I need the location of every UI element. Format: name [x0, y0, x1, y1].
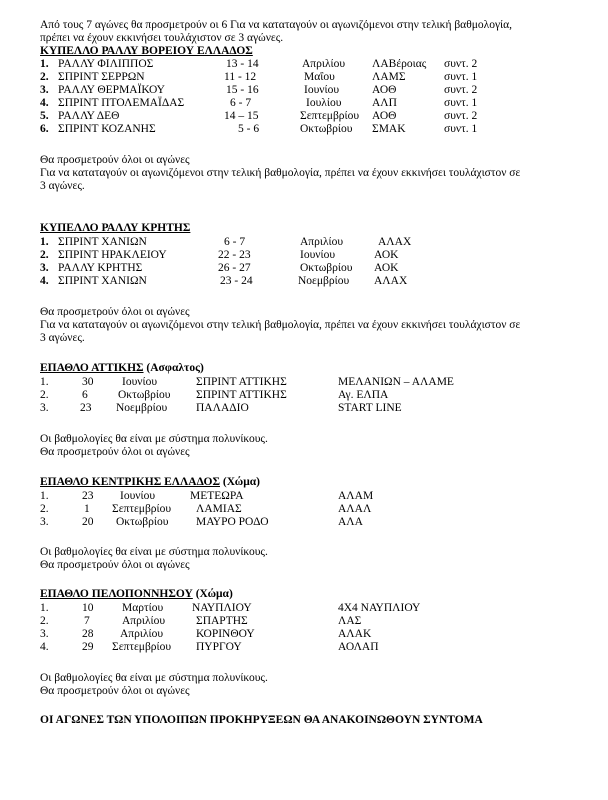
event-month: Απριλίου [300, 236, 344, 248]
row-number: 4. [40, 97, 49, 109]
event-name: ΡΑΛΛΥ ΚΡΗΤΗΣ [58, 262, 143, 274]
event-name: ΣΠΡΙΝΤ ΣΕΡΡΩΝ [58, 71, 145, 83]
note-kritis-2: Για να καταταγούν οι αγωνιζόμενοι στην τελική βαθμολογία, πρέπει να έχουν εκκινήσει τουλάχιστον σε [40, 319, 521, 331]
note-attikis-2: Θα προσμετρούν όλοι οι αγώνες [40, 446, 190, 458]
note-peloponnisou-2: Θα προσμετρούν όλοι οι αγώνες [40, 685, 190, 697]
event-month: Ιουλίου [306, 97, 342, 109]
row-number: 1. [40, 490, 49, 502]
event-month: Νοεμβρίου [298, 275, 350, 287]
event-dates: 15 - 16 [226, 84, 259, 96]
event-day: 23 [82, 490, 94, 502]
event-dates: 6 - 7 [224, 236, 246, 248]
event-dates: 22 - 23 [218, 249, 251, 261]
event-month: Ιουνίου [300, 249, 336, 261]
row-number: 5. [40, 110, 49, 122]
row-number: 2. [40, 503, 49, 515]
organizing-club: ΜΕΛΑΝΙΩΝ – ΑΛΑΜΕ [338, 376, 454, 388]
event-name: ΣΠΡΙΝΤ ΚΟΖΑΝΗΣ [58, 123, 156, 135]
organizing-club: ΛΑΜΣ [372, 71, 406, 83]
section-title-kritis: ΚΥΠΕΛΛΟ ΡΑΛΛΥ ΚΡΗΤΗΣ [40, 222, 191, 234]
intro-line-1: Από τους 7 αγώνες θα προσμετρούν οι 6 Για να καταταγούν οι αγωνιζόμενοι στην τελική βαθμολογία, [40, 19, 513, 31]
event-month: Νοεμβρίου [116, 402, 168, 414]
event-day: 7 [84, 615, 90, 627]
event-name: ΡΑΛΛΥ ΦΙΛΙΠΠΟΣ [58, 58, 154, 70]
row-number: 2. [40, 389, 49, 401]
row-number: 1. [40, 376, 49, 388]
coefficient: συντ. 1 [444, 71, 478, 83]
row-number: 6. [40, 123, 49, 135]
event-day: 10 [82, 602, 94, 614]
row-number: 4. [40, 275, 49, 287]
section-title-text: ΕΠΑΘΛΟ ΠΕΛΟΠΟΝΝΗΣΟΥ [40, 588, 193, 600]
event-month: Ιουνίου [304, 84, 340, 96]
row-number: 2. [40, 615, 49, 627]
section-title-peloponnisou [40, 588, 233, 601]
event-month: Ιουνίου [122, 376, 158, 388]
intro-line-2: πρέπει να έχουν εκκινήσει τουλάχιστον σε 3 αγώνες. [40, 32, 284, 44]
organizing-club: ΛΑΣ [338, 615, 362, 627]
row-number: 2. [40, 71, 49, 83]
row-number: 1. [40, 58, 49, 70]
organizing-club: ΑΟΘ [372, 110, 397, 122]
event-month: Οκτωβρίου [300, 123, 353, 135]
event-name: ΣΠΡΙΝΤ ΑΤΤΙΚΗΣ [196, 376, 287, 388]
event-name: ΣΠΑΡΤΗΣ [196, 615, 248, 627]
coefficient: συντ. 1 [444, 97, 478, 109]
event-name: ΣΠΡΙΝΤ ΧΑΝΙΩΝ [58, 236, 147, 248]
event-month: Σεπτεμβρίου [112, 503, 172, 515]
event-day: 1 [84, 503, 90, 515]
row-number: 2. [40, 249, 49, 261]
section-title-attikis [40, 362, 204, 375]
section-subtitle: (Χώμα) [195, 588, 233, 600]
row-number: 1. [40, 236, 49, 248]
event-name: ΚΟΡΙΝΘΟΥ [196, 628, 255, 640]
note-kritis-3: 3 αγώνες. [40, 332, 85, 344]
organizing-club: ΣΜΑΚ [372, 123, 406, 135]
note-kentrikis-2: Θα προσμετρούν όλοι οι αγώνες [40, 559, 190, 571]
event-name: ΡΑΛΛΥ ΔΕΘ [58, 110, 120, 122]
event-month: Απριλίου [122, 615, 166, 627]
row-number: 3. [40, 516, 49, 528]
event-day: 23 [80, 402, 92, 414]
organizing-club: ΑΛΑΧ [378, 236, 412, 248]
event-name: ΣΠΡΙΝΤ ΠΤΟΛΕΜΑΪΔΑΣ [58, 97, 185, 109]
event-month: Απριλίου [302, 58, 346, 70]
organizing-club: ΛΑΒέροιας [372, 58, 427, 70]
event-day: 28 [82, 628, 94, 640]
organizing-club: ΑΟΛΑΠ [338, 641, 379, 653]
coefficient: συντ. 2 [444, 84, 478, 96]
event-month: Απριλίου [120, 628, 164, 640]
coefficient: συντ. 2 [444, 110, 478, 122]
row-number: 4. [40, 641, 49, 653]
row-number: 3. [40, 84, 49, 96]
event-dates: 23 - 24 [220, 275, 253, 287]
note-voreiou-3: 3 αγώνες. [40, 180, 85, 192]
event-name: ΜΕΤΕΩΡΑ [190, 490, 244, 502]
row-number: 3. [40, 262, 49, 274]
event-day: 20 [82, 516, 94, 528]
section-subtitle: (Ασφαλτος) [146, 362, 204, 374]
event-day: 30 [82, 376, 94, 388]
event-dates: 11 - 12 [224, 71, 257, 83]
organizing-club: ΑΟΚ [374, 249, 399, 261]
section-title-voreiou: ΚΥΠΕΛΛΟ ΡΑΛΛΥ ΒΟΡΕΙΟΥ ΕΛΛΑΔΟΣ [40, 45, 253, 57]
organizing-club: ΑΛΑΚ [338, 628, 372, 640]
section-subtitle: (Χώμα) [222, 476, 260, 488]
event-dates: 13 - 14 [226, 58, 259, 70]
event-dates: 6 - 7 [230, 97, 252, 109]
event-name: ΣΠΡΙΝΤ ΧΑΝΙΩΝ [58, 275, 147, 287]
section-title-text: ΕΠΑΘΛΟ ΚΕΝΤΡΙΚΗΣ ΕΛΛΑΔΟΣ [40, 476, 220, 488]
event-month: Οκτωβρίου [116, 516, 169, 528]
note-voreiou-2: Για να καταταγούν οι αγωνιζόμενοι στην τελική βαθμολογία, πρέπει να έχουν εκκινήσει τουλάχιστον σε [40, 167, 521, 179]
event-day: 6 [82, 389, 88, 401]
organizing-club: ΑΛΑ [338, 516, 363, 528]
event-month: Οκτωβρίου [300, 262, 353, 274]
event-name: ΡΑΛΛΥ ΘΕΡΜΑΪΚΟΥ [58, 84, 165, 96]
row-number: 1. [40, 602, 49, 614]
organizing-club: ΑΛΑΜ [338, 490, 374, 502]
organizing-club: ΑΟΘ [372, 84, 397, 96]
event-month: Μαΐου [304, 71, 335, 83]
event-day: 29 [82, 641, 94, 653]
event-dates: 26 - 27 [218, 262, 251, 274]
note-attikis-1: Οι βαθμολογίες θα είναι με σύστημα πολυνίκους. [40, 433, 268, 445]
section-title-kentrikis [40, 476, 260, 489]
organizing-club: START LINE [338, 402, 402, 414]
organizing-club: ΑΛΑΧ [374, 275, 408, 287]
organizing-club: Αγ. ΕΛΠΑ [338, 389, 389, 401]
organizing-club: ΑΛΠ [372, 97, 397, 109]
event-name: ΠΥΡΓΟΥ [196, 641, 242, 653]
event-name: ΣΠΡΙΝΤ ΗΡΑΚΛΕΙΟΥ [58, 249, 167, 261]
coefficient: συντ. 1 [444, 123, 478, 135]
closing-statement: ΟΙ ΑΓΩΝΕΣ ΤΩΝ ΥΠΟΛΟΙΠΩΝ ΠΡΟΚΗΡΥΞΕΩΝ ΘΑ ΑΝΑΚΟΙΝΩΘΟΥΝ ΣΥΝΤΟΜΑ [40, 714, 483, 726]
event-month: Οκτωβρίου [118, 389, 171, 401]
note-voreiou-1: Θα προσμετρούν όλοι οι αγώνες [40, 154, 190, 166]
event-dates: 5 - 6 [238, 123, 260, 135]
event-month: Ιουνίου [120, 490, 156, 502]
row-number: 3. [40, 402, 49, 414]
organizing-club: ΑΟΚ [374, 262, 399, 274]
event-month: Σεπτεμβρίου [300, 110, 360, 122]
event-name: ΝΑΥΠΛΙΟΥ [192, 602, 252, 614]
event-name: ΛΑΜΙΑΣ [196, 503, 242, 515]
organizing-club: 4Χ4 ΝΑΥΠΛΙΟΥ [338, 602, 421, 614]
event-month: Σεπτεμβρίου [112, 641, 172, 653]
row-number: 3. [40, 628, 49, 640]
coefficient: συντ. 2 [444, 58, 478, 70]
section-title-text: ΕΠΑΘΛΟ ΑΤΤΙΚΗΣ [40, 362, 144, 374]
event-name: ΠΑΛΑΔΙΟ [196, 402, 249, 414]
note-kentrikis-1: Οι βαθμολογίες θα είναι με σύστημα πολυνίκους. [40, 546, 268, 558]
event-name: ΜΑΥΡΟ ΡΟΔΟ [196, 516, 269, 528]
organizing-club: ΑΛΑΛ [338, 503, 372, 515]
note-kritis-1: Θα προσμετρούν όλοι οι αγώνες [40, 306, 190, 318]
event-month: Μαρτίου [122, 602, 164, 614]
event-dates: 14 – 15 [224, 110, 259, 122]
event-name: ΣΠΡΙΝΤ ΑΤΤΙΚΗΣ [196, 389, 287, 401]
note-peloponnisou-1: Οι βαθμολογίες θα είναι με σύστημα πολυνίκους. [40, 672, 268, 684]
